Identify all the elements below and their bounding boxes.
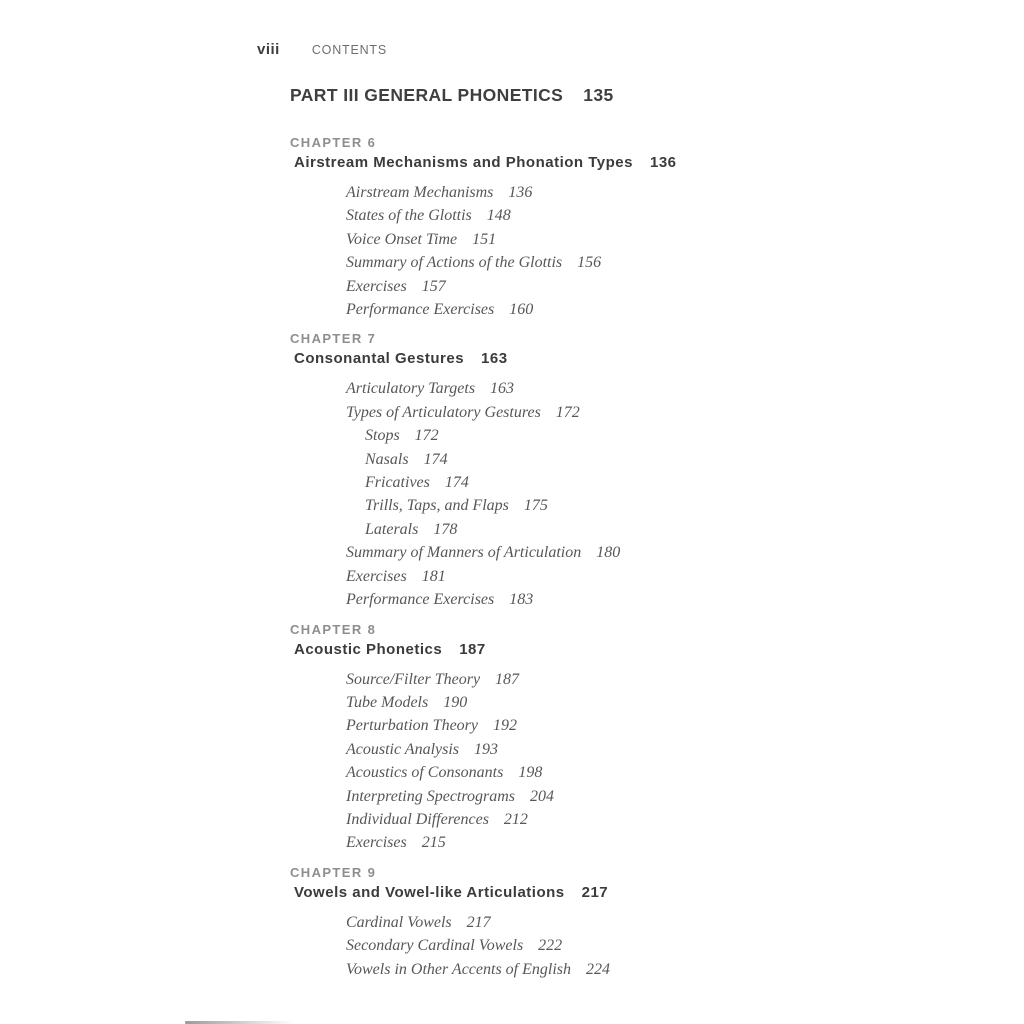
chapter-7-block [290, 321, 770, 611]
chapter-title [290, 882, 770, 903]
entry-page-number: 193 [474, 740, 499, 758]
part-heading [290, 86, 770, 104]
chapter-7-sections [346, 377, 770, 611]
chapter-title-text: Vowels and Vowel-like Articulations [294, 883, 565, 901]
toc-entry: Voice Onset Time 151 [346, 230, 497, 248]
chapter-title [290, 348, 770, 369]
toc-entry-sub: Trills, Taps, and Flaps 175 [365, 497, 548, 515]
entry-page-number: 212 [503, 810, 528, 828]
chapter-8-sections [346, 668, 770, 855]
toc-entry-sub: Fricatives 174 [365, 474, 469, 492]
running-header [257, 41, 387, 58]
entry-page-number: 204 [530, 787, 555, 805]
toc-entry: Performance Exercises 183 [346, 591, 534, 609]
chapter-title [290, 639, 770, 660]
chapter-title-text: Consonantal Gestures [294, 350, 465, 368]
toc-entry: Perturbation Theory 192 [346, 717, 517, 735]
entry-page-number: 175 [523, 497, 548, 515]
toc-entry: Cardinal Vowels 217 [346, 913, 491, 931]
toc-entry: Acoustics of Consonants 198 [346, 764, 543, 782]
entry-page-number: 215 [421, 834, 446, 852]
toc-entry: Interpreting Spectrograms 204 [346, 787, 555, 805]
part-page-number: 135 [583, 85, 614, 105]
chapter-6-block [290, 125, 770, 321]
entry-page-number: 187 [495, 670, 520, 688]
chapter-page-number: 136 [649, 154, 677, 171]
toc-entry: Exercises 157 [346, 277, 446, 295]
entry-page-number: 172 [555, 403, 580, 421]
chapter-label: CHAPTER 7 [290, 331, 377, 347]
toc-entry: Tube Models 190 [346, 693, 468, 711]
entry-page-number: 157 [421, 277, 446, 295]
toc-entry: Secondary Cardinal Vowels 222 [346, 937, 563, 955]
toc-entry: Types of Articulatory Gestures 172 [346, 403, 580, 421]
chapter-page-number: 163 [481, 350, 508, 368]
part-title: PART III GENERAL PHONETICS [290, 85, 564, 105]
toc-entry: Summary of Manners of Articulation 180 [346, 544, 621, 562]
entry-page-number: 160 [509, 301, 534, 319]
entry-page-number: 198 [518, 764, 543, 782]
toc-entry: Exercises 181 [346, 567, 446, 585]
entry-page-number: 190 [443, 693, 468, 711]
chapter-title [290, 152, 770, 173]
entry-page-number: 180 [596, 544, 621, 562]
toc-entry: Source/Filter Theory 187 [346, 670, 520, 688]
entry-page-number: 156 [577, 254, 602, 272]
chapter-label: CHAPTER 9 [290, 864, 377, 880]
entry-page-number: 181 [421, 567, 446, 585]
toc-entry: States of the Glottis 148 [346, 207, 511, 225]
chapter-page-number: 187 [459, 640, 486, 658]
chapter-label: CHAPTER 8 [290, 621, 377, 637]
toc-entry: Articulatory Targets 163 [346, 380, 515, 398]
chapter-label: CHAPTER 6 [290, 135, 377, 150]
toc-entry: Exercises 215 [346, 834, 446, 852]
chapter-title-text: Airstream Mechanisms and Phonation Types [294, 154, 633, 171]
entry-page-number: 136 [508, 184, 533, 201]
entry-page-number: 224 [586, 960, 611, 978]
entry-page-number: 217 [466, 913, 491, 931]
toc-entry: Performance Exercises 160 [346, 301, 534, 319]
entry-page-number: 163 [490, 380, 515, 398]
table-of-contents [290, 86, 770, 981]
chapter-9-block [290, 855, 770, 981]
entry-page-number: 151 [472, 230, 497, 248]
entry-page-number: 192 [493, 717, 517, 735]
toc-entry: Acoustic Analysis 193 [346, 740, 499, 758]
page-folio: viii [257, 41, 280, 58]
entry-page-number: 148 [486, 207, 511, 225]
toc-entry: Vowels in Other Accents of English 224 [346, 960, 611, 978]
toc-entry-sub: Laterals 178 [365, 520, 458, 538]
entry-page-number: 222 [538, 937, 563, 955]
entry-page-number: 172 [414, 427, 439, 445]
chapter-title-text: Acoustic Phonetics [294, 640, 443, 658]
entry-page-number: 183 [509, 591, 534, 609]
chapter-page-number: 217 [581, 883, 609, 901]
chapter-6-sections [346, 181, 770, 321]
chapter-9-sections [346, 911, 770, 981]
toc-entry: Airstream Mechanisms 136 [346, 184, 533, 201]
chapter-8-block [290, 612, 770, 855]
toc-entry: Individual Differences 212 [346, 810, 528, 828]
toc-entry: Summary of Actions of the Glottis 156 [346, 254, 602, 272]
toc-entry-sub: Stops 172 [365, 427, 439, 445]
entry-page-number: 174 [423, 450, 448, 468]
entry-page-number: 178 [433, 520, 458, 538]
running-head-title: CONTENTS [311, 43, 388, 57]
entry-page-number: 174 [444, 474, 469, 492]
toc-entry-sub: Nasals 174 [365, 450, 448, 468]
